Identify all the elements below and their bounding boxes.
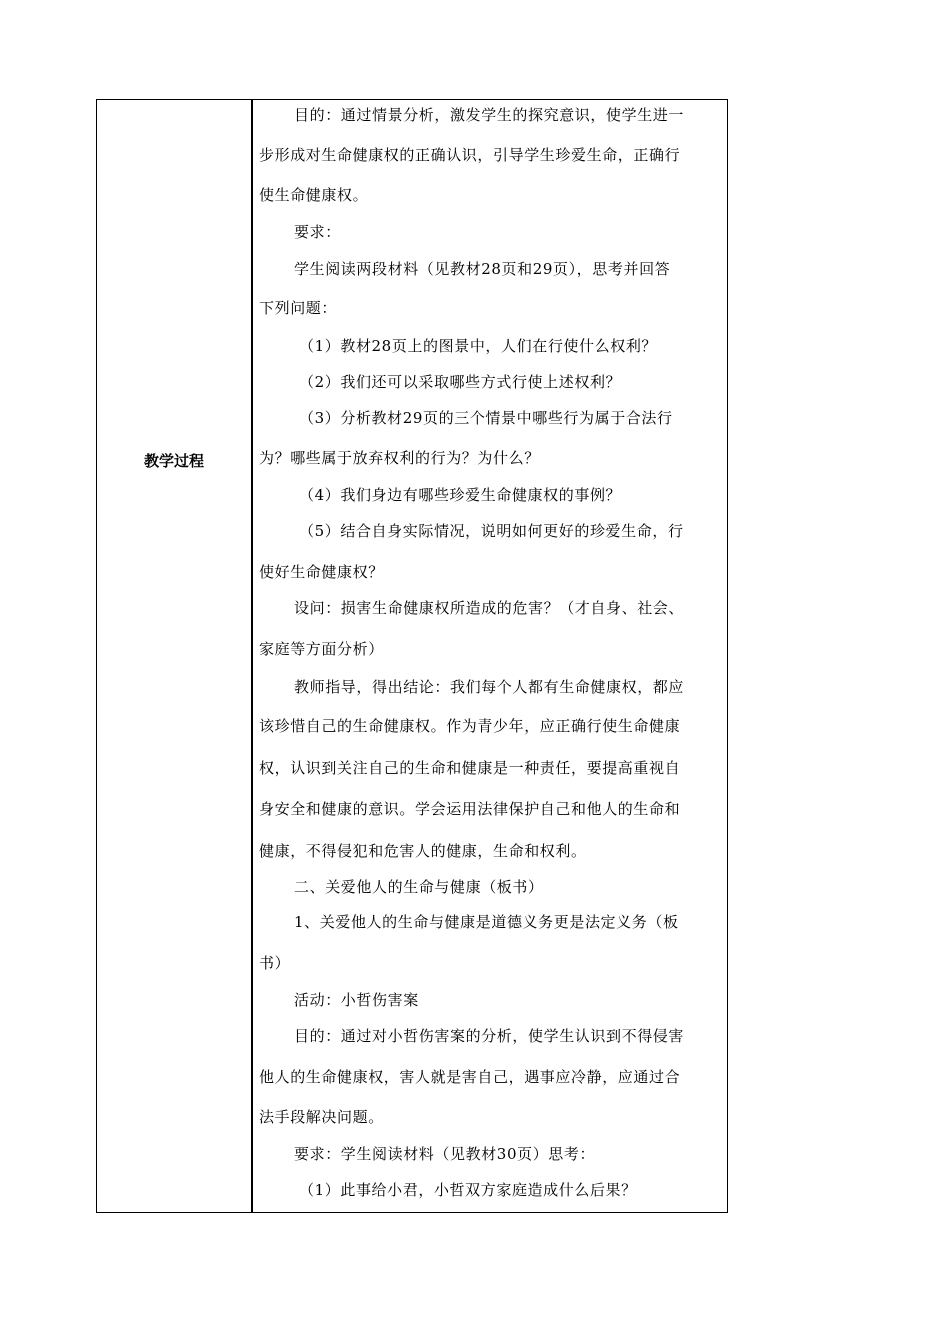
- text-line: 使好生命健康权？: [259, 563, 384, 581]
- text-line: （2）我们还可以采取哪些方式行使上述权利？: [299, 373, 622, 391]
- text-line: 为？哪些属于放弃权利的行为？为什么？: [259, 449, 540, 467]
- text-line: 要求：: [294, 223, 341, 241]
- row-label: 教学过程: [143, 452, 204, 470]
- text-line: 目的：通过对小哲伤害案的分析，使学生认识到不得侵害: [294, 1027, 685, 1045]
- text-line: 该珍惜自己的生命健康权。作为青少年，应正确行使生命健康: [259, 717, 681, 735]
- text-line: 使生命健康权。: [259, 186, 369, 204]
- text-line: 身安全和健康的意识。学会运用法律保护自己和他人的生命和: [259, 800, 681, 818]
- text-line: 法手段解决问题。: [259, 1108, 384, 1126]
- text-line: 活动：小哲伤害案: [294, 991, 419, 1009]
- text-line: （1）此事给小君，小哲双方家庭造成什么后果？: [299, 1181, 637, 1199]
- text-line: 书）: [259, 954, 291, 972]
- column-divider: [251, 100, 253, 1212]
- text-line: 他人的生命健康权，害人就是害自己，遇事应冷静，应通过合: [259, 1068, 681, 1086]
- text-line: 二、关爱他人的生命与健康（板书）: [294, 878, 544, 896]
- text-line: 要求：学生阅读材料（见教材30页）思考：: [294, 1145, 596, 1163]
- text-line: 步形成对生命健康权的正确认识，引导学生珍爱生命，正确行: [259, 146, 681, 164]
- text-line: 教师指导，得出结论：我们每个人都有生命健康权，都应: [294, 678, 685, 696]
- text-line: （1）教材28页上的图景中，人们在行使什么权利？: [299, 337, 658, 355]
- text-line: 设问：损害生命健康权所造成的危害？（才自身、社会、: [294, 599, 685, 617]
- text-line: 1、关爱他人的生命与健康是道德义务更是法定义务（板: [294, 913, 679, 931]
- text-line: 家庭等方面分析）: [259, 640, 384, 658]
- text-line: 权，认识到关注自己的生命和健康是一种责任，要提高重视自: [259, 759, 681, 777]
- text-line: （3）分析教材29页的三个情景中哪些行为属于合法行: [299, 409, 673, 427]
- text-line: 下列问题：: [259, 299, 338, 317]
- text-line: 健康，不得侵犯和危害人的健康，生命和权利。: [259, 842, 587, 860]
- lesson-table: [96, 99, 728, 1213]
- text-line: 学生阅读两段材料（见教材28页和29页），思考并回答: [294, 260, 671, 278]
- text-line: （5）结合自身实际情况，说明如何更好的珍爱生命，行: [299, 522, 684, 540]
- text-line: 目的：通过情景分析，激发学生的探究意识，使学生进一: [294, 106, 685, 124]
- text-line: （4）我们身边有哪些珍爱生命健康权的事例？: [299, 486, 622, 504]
